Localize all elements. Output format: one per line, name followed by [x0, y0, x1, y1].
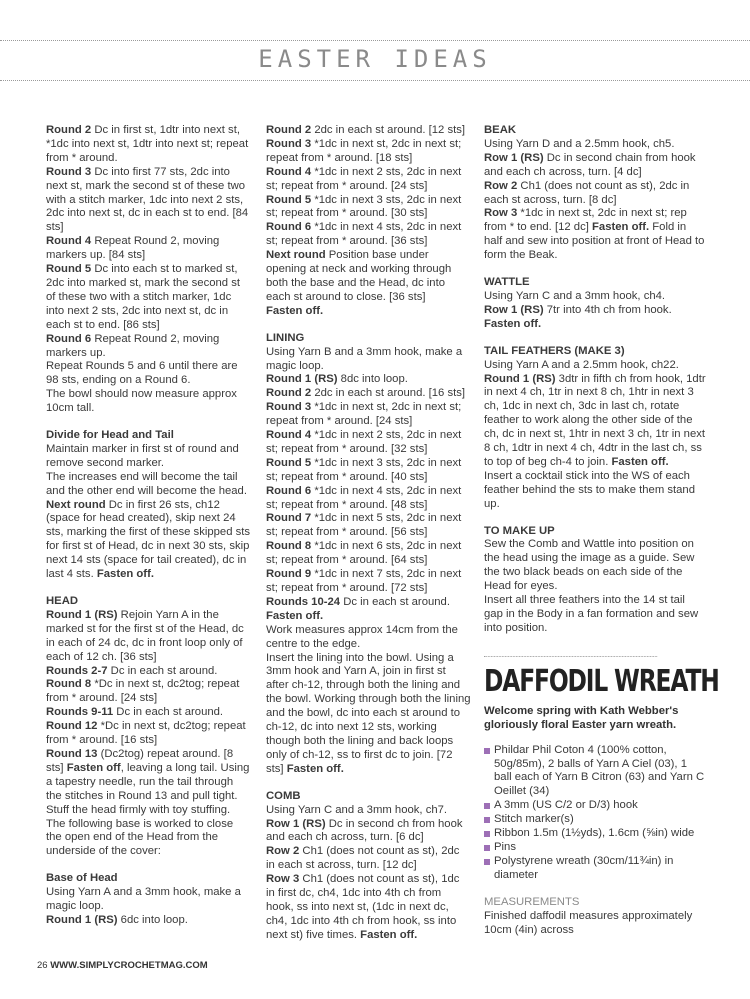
column-2 — [266, 124, 471, 943]
paragraph: Round 2 Dc in first st, 1dtr into next st, *1dc into next st, 1dtr into next st; repeat from * around. — [46, 124, 249, 164]
paragraph: Fasten off. — [266, 609, 324, 622]
materials-item: A 3mm (US C/2 or D/3) hook — [484, 799, 706, 813]
base-text — [46, 886, 251, 928]
tail-feathers-text — [484, 359, 706, 512]
page-number: 26 — [37, 960, 48, 971]
paragraph: Using Yarn D and a 2.5mm hook, ch5. — [484, 137, 675, 150]
materials-item: Polystyrene wreath (30cm/11¾in) in diameter — [484, 855, 706, 883]
paragraph: Work measures approx 14cm from the centre to the edge. — [266, 623, 458, 650]
paragraph: Next round Position base under opening at neck and working through both the base and the Head, dc into each st around to close. [36 sts] — [266, 249, 452, 303]
footer-website: WWW.SIMPLYCROCHETMAG.COM — [50, 960, 208, 971]
paragraph: Round 3 *1dc in next st, 2dc in next st; repeat from * around. [24 sts] — [266, 401, 462, 428]
paragraph: Round 1 (RS) 3dtr in fifth ch from hook, 1dtr in next 4 ch, 1tr in next 8 ch, 1htr in next 3 ch, 1dc in next ch, 3dc in last ch, rotate feather to work along the other side of the ch, dc in next st, 1htr in next 3 ch, 1tr in next 8 ch, 1dtr in next 4 ch, 4dtr in the last ch, ss to top of beg ch-4 to join. Fasten off. — [484, 372, 706, 468]
paragraph: Round 4 *1dc in next 2 sts, 2dc in next st; repeat from * around. [24 sts] — [266, 165, 462, 192]
paragraph: Round 3 *1dc in next st, 2dc in next st; repeat from * around. [18 sts] — [266, 137, 462, 164]
paragraph: Rounds 10-24 Dc in each st around. — [266, 595, 450, 608]
paragraph: Round 5 *1dc in next 3 sts, 2dc in next st; repeat from * around. [40 sts] — [266, 456, 462, 483]
comb-heading: COMB — [266, 789, 301, 802]
paragraph: Row 1 (RS) Dc in second chain from hook and each ch across, turn. [4 dc] — [484, 151, 696, 178]
square-bullet-icon — [484, 803, 490, 809]
paragraph: Row 3 *1dc in next st, 2dc in next st; rep from * to end. [12 dc] Fasten off. Fold in half and sew into position at front of Head to form the Beak. — [484, 207, 705, 262]
paragraph: Round 8 *Dc in next st, dc2tog; repeat from * around. [24 sts] — [46, 678, 240, 705]
materials-item: Ribbon 1.5m (1½yds), 1.6cm (⅝in) wide — [484, 827, 706, 841]
paragraph: Round 6 Repeat Round 2, moving markers up. — [46, 332, 220, 359]
paragraph: Insert the lining into the bowl. Using a 3mm hook and Yarn A, join in first st after ch-12, through both the lining and the bowl. Working through both the lining and the bowl, dc into each st around to ch-12, dc into next 12 sts, working though both the lining and back loops only of ch-12, ss to first dc to join. [72 sts] Fasten off. — [266, 651, 471, 775]
paragraph: Rounds 2-7 Dc in each st around. — [46, 664, 218, 677]
column-3 — [484, 124, 719, 937]
page-footer — [37, 960, 208, 971]
bowl-rounds — [46, 124, 251, 416]
lining-text — [266, 346, 471, 777]
paragraph: Fasten off. — [266, 304, 324, 317]
paragraph: Round 2 2dc in each st around. [16 sts] — [266, 387, 466, 400]
paragraph: Row 1 (RS) 7tr into 4th ch from hook. — [484, 303, 672, 316]
paragraph: Repeat Rounds 5 and 6 until there are 98 sts, ending on a Round 6. — [46, 360, 238, 387]
measurements-heading: MEASUREMENTS — [484, 895, 580, 908]
paragraph: Next round Dc in first 26 sts, ch12 (space for head created), skip next 24 sts, marking the first of these skipped sts for first st of Head, dc in next 30 sts, skip next 14 sts (space for tail created), dc in last 4 sts. Fasten off. — [46, 498, 251, 581]
paragraph: Sew the Comb and Wattle into position on the head using the image as a guide. Sew the two black beads on each side of the Head for eyes. — [484, 538, 695, 593]
paragraph: Round 2 2dc in each st around. [12 sts] — [266, 124, 466, 136]
paragraph: Using Yarn A and a 2.5mm hook, ch22. — [484, 358, 679, 371]
materials-item: Stitch marker(s) — [484, 813, 706, 827]
square-bullet-icon — [484, 831, 490, 837]
head-text — [46, 609, 251, 859]
paragraph: Insert all three feathers into the 14 st tail gap in the Body in a fan formation and sew into position. — [484, 594, 699, 634]
paragraph: Fasten off. — [484, 317, 542, 330]
daffodil-wreath-title: DAFFODIL WREATH — [484, 656, 657, 699]
square-bullet-icon — [484, 845, 490, 851]
paragraph: Rounds 9-11 Dc in each st around. — [46, 706, 224, 719]
materials-list — [484, 744, 706, 883]
paragraph: Insert a cocktail stick into the WS of each feather behind the sts to make them stand up. — [484, 469, 696, 510]
materials-item: Pins — [484, 841, 706, 855]
paragraph: Using Yarn A and a 3mm hook, make a magic loop. — [46, 886, 241, 913]
paragraph: Row 1 (RS) Dc in second ch from hook and each ch across, turn. [6 dc] — [266, 817, 463, 844]
header-dotted-rule — [0, 80, 750, 81]
base-rounds — [266, 124, 471, 319]
paragraph: Round 4 Repeat Round 2, moving markers up. [84 sts] — [46, 235, 220, 262]
paragraph: Round 6 *1dc in next 4 sts, 2dc in next st; repeat from * around. [48 sts] — [266, 484, 462, 511]
paragraph: Row 3 Ch1 (does not count as st), 1dc in first dc, ch4, 1dc into 4th ch from hook, ss into next st, (1dc in next dc, ch4, 1dc into 4th ch from hook, ss into next st) five times. Fasten off. — [266, 873, 460, 941]
paragraph: Round 3 Dc into first 77 sts, 2dc into next st, mark the second st of these two with a stitch marker, 1dc into next 2 sts, 2dc into next st, dc in each st to end. [84 sts] — [46, 165, 249, 234]
lining-heading: LINING — [266, 331, 305, 344]
paragraph: Maintain marker in first st of round and remove second marker. — [46, 442, 239, 469]
beak-text — [484, 138, 706, 263]
paragraph: Row 2 Ch1 (does not count as st), 2dc in each st across, turn. [12 dc] — [266, 845, 460, 872]
square-bullet-icon — [484, 859, 490, 865]
base-heading: Base of Head — [46, 872, 118, 885]
page-header-title: EASTER IDEAS — [258, 45, 492, 73]
column-1 — [46, 124, 251, 928]
paragraph: Round 7 *1dc in next 5 sts, 2dc in next st; repeat from * around. [56 sts] — [266, 512, 462, 539]
paragraph: Round 8 *1dc in next 6 sts, 2dc in next st; repeat from * around. [64 sts] — [266, 540, 462, 567]
paragraph: Using Yarn C and a 3mm hook, ch4. — [484, 289, 666, 302]
divide-heading: Divide for Head and Tail — [46, 429, 174, 442]
paragraph: Round 1 (RS) 6dc into loop. — [46, 913, 188, 926]
paragraph: Using Yarn C and a 3mm hook, ch7. — [266, 803, 448, 816]
paragraph: Round 6 *1dc in next 4 sts, 2dc in next st; repeat from * around. [36 sts] — [266, 221, 462, 248]
paragraph: The increases end will become the tail and the other end will become the head. — [46, 470, 247, 497]
beak-heading: BEAK — [484, 124, 517, 136]
paragraph: Row 2 Ch1 (does not count as st), 2dc in each st across, turn. [8 dc] — [484, 179, 690, 206]
square-bullet-icon — [484, 817, 490, 823]
tail-feathers-heading: TAIL FEATHERS (MAKE 3) — [484, 344, 625, 357]
wattle-text — [484, 290, 706, 332]
materials-item: Phildar Phil Coton 4 (100% cotton, 50g/85m), 2 balls of Yarn A Ciel (03), 1 ball each of Yarn B Citron (63) and Yarn C Oeillet (34) — [484, 744, 706, 800]
paragraph: Round 1 (RS) 8dc into loop. — [266, 373, 408, 386]
head-heading: HEAD — [46, 595, 79, 607]
square-bullet-icon — [484, 748, 490, 754]
wattle-heading: WATTLE — [484, 276, 530, 289]
paragraph: Using Yarn B and a 3mm hook, make a magic loop. — [266, 345, 463, 372]
wreath-intro: Welcome spring with Kath Webber's gloriously floral Easter yarn wreath. — [484, 704, 679, 731]
make-up-text — [484, 538, 706, 635]
paragraph: Round 9 *1dc in next 7 sts, 2dc in next st; repeat from * around. [72 sts] — [266, 568, 462, 594]
measurements-text: Finished daffodil measures approximately 10cm (4in) across — [484, 909, 693, 936]
paragraph: Round 13 (Dc2tog) repeat around. [8 sts] Fasten off, leaving a long tail. Using a tapestry needle, run the tail through the stitches in Round 13 and pull tight. Stuff the head firmly with toy stuffing. The following base is worked to close the open end of the Head from the underside of the cover: — [46, 747, 250, 858]
top-dotted-rule — [0, 40, 750, 41]
paragraph: Round 4 *1dc in next 2 sts, 2dc in next st; repeat from * around. [32 sts] — [266, 429, 462, 455]
paragraph: The bowl should now measure approx 10cm tall. — [46, 388, 237, 415]
paragraph: Round 1 (RS) Rejoin Yarn A in the marked st for the first st of the Head, dc in each of 24 dc, dc in front loop only of each of 12 ch. [36 sts] — [46, 608, 244, 663]
paragraph: Round 5 Dc into each st to marked st, 2dc into marked st, mark the second st of these two with a stitch marker, 1dc into next 2 sts, 2dc into next st, dc in each st to end. [86 sts] — [46, 263, 241, 331]
comb-text — [266, 804, 471, 943]
make-up-heading: TO MAKE UP — [484, 524, 555, 537]
paragraph: Round 12 *Dc in next st, dc2tog; repeat from * around. [16 sts] — [46, 720, 246, 747]
divide-text — [46, 443, 251, 582]
paragraph: Round 5 *1dc in next 3 sts, 2dc in next st; repeat from * around. [30 sts] — [266, 193, 462, 220]
